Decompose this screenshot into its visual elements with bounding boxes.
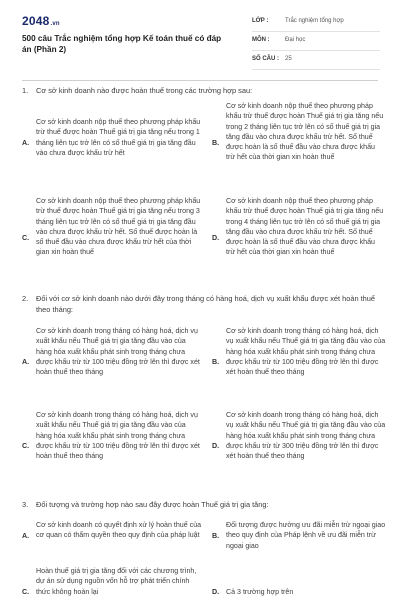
meta-subject-row — [252, 35, 380, 51]
q2-option-d[interactable] — [212, 410, 384, 486]
option-letter: A. — [22, 139, 30, 147]
q2-option-a[interactable] — [22, 326, 202, 402]
option-text: Cơ sở kinh doanh trong tháng có hàng hoá, dịch vụ xuất khẩu nếu Thuế giá trị gia tăng đầu vào của hàng hóa xuất khẩu phát sinh trong tháng chưa được khấu trừ từ 100 triệu đồng trở lên thì được xét hoàn thuế theo tháng — [36, 327, 200, 377]
question-number: 3. — [22, 500, 29, 509]
option-text: Cơ sở kinh doanh trong tháng có hàng hoá, dịch vụ xuất khẩu nếu Thuế giá trị gia tăng đầu vào của hàng hóa xuất khẩu phát sinh trong tháng chưa được khấu trừ từ 300 triệu đồng trở lên thì được xét hoàn thuế theo tháng — [226, 411, 386, 461]
q1-option-c[interactable] — [22, 196, 202, 282]
q2-option-c[interactable] — [22, 410, 202, 486]
q2-option-b[interactable] — [212, 326, 384, 402]
option-letter: A. — [22, 532, 30, 540]
option-text: Cơ sở kinh doanh nộp thuế theo phương pháp khấu trừ thuế được hoàn Thuế giá trị gia tăng nếu trong 1 tháng liên tục trở lên có số thuế giá trị gia tăng đầu vào chưa được khấu trừ hết — [36, 118, 201, 157]
meta-class-value: Trắc nghiệm tổng hợp — [285, 18, 344, 24]
q3-option-d[interactable] — [212, 587, 384, 599]
q3-option-a[interactable] — [22, 520, 202, 556]
question-text: Cơ sở kinh doanh nào được hoàn thuế trong các trường hợp sau: — [36, 86, 253, 95]
question-text: Đối tượng và trường hợp nào sau đây được hoàn Thuế giá trị gia tăng: — [36, 500, 269, 509]
meta-subject-label: MÔN : — [252, 37, 270, 43]
option-letter: D. — [212, 442, 220, 450]
option-letter: C. — [22, 442, 30, 450]
question-text: Đối với cơ sở kinh doanh nào dưới đây trong tháng có hàng hoá, dịch vụ xuất khẩu được xét hoàn thuế theo tháng: — [36, 294, 375, 314]
meta-count-row — [252, 54, 380, 70]
option-letter: B. — [212, 139, 220, 147]
meta-count-label: SỐ CÂU : — [252, 56, 279, 62]
site-logo[interactable]: 2048.vn — [22, 14, 60, 28]
option-text: Cơ sở kinh doanh nộp thuế theo phương pháp khấu trừ thuế được hoàn Thuế giá trị gia tăng nếu trong 2 tháng liên tục trở lên có số thuế giá trị gia tăng đầu vào chưa được khấu trừ hết. Số thuế được hoàn là số thuế đầu vào chưa được khấu trừ hết của thời gian xin hoàn thuế — [226, 102, 384, 162]
option-text: Cơ sở kinh doanh nộp thuế theo phương pháp khấu trừ thuế được hoàn Thuế giá trị gia tăng nếu trong 3 tháng liên tục trở lên có số thuế giá trị gia tăng đầu vào chưa được khấu trừ hết. Số thuế được hoàn là số thuế đầu vào chưa được khấu trừ hết của thời gian xin hoàn thuế — [36, 197, 201, 257]
option-text: Cả 3 trường hợp trên — [226, 588, 294, 596]
option-letter: D. — [212, 234, 220, 242]
option-text: Đối tượng được hưởng ưu đãi miễn trừ ngoại giao theo quy định của Pháp lệnh về ưu đãi miễn trừ ngoại giao — [226, 521, 386, 550]
option-text: Cơ sở kinh doanh nộp thuế theo phương pháp khấu trừ thuế được hoàn Thuế giá trị gia tăng nếu trong 4 tháng liên tục trở lên có số thuế giá trị gia tăng đầu vào chưa được khấu trừ hết. Số thuế được hoàn là số thuế đầu vào chưa được khấu trừ hết của thời gian xin hoàn thuế — [226, 197, 384, 257]
option-letter: B. — [212, 358, 220, 366]
header-divider — [22, 80, 378, 81]
option-letter: C. — [22, 588, 30, 596]
document-meta — [252, 16, 380, 73]
option-letter: B. — [212, 532, 220, 540]
meta-subject-value: Đại học — [285, 37, 306, 43]
question-number: 1. — [22, 86, 29, 95]
option-letter: D. — [212, 588, 220, 596]
q3-option-b[interactable] — [212, 520, 384, 556]
meta-count-value: 25 — [285, 56, 292, 62]
document-header — [0, 0, 400, 70]
q1-option-a[interactable] — [22, 117, 202, 181]
option-text: Cơ sở kinh doanh trong tháng có hàng hoá, dịch vụ xuất khẩu nếu Thuế giá trị gia tăng đầu vào của hàng hóa xuất khẩu phát sinh trong tháng chưa được khấu trừ từ 100 triệu đồng trở lên thì được xét hoàn thuế theo tháng — [226, 327, 386, 377]
option-text: Cơ sở kinh doanh có quyết định xử lý hoàn thuế của cơ quan có thẩm quyền theo quy định của pháp luật — [36, 521, 202, 540]
meta-class-row — [252, 16, 380, 32]
option-text: Hoàn thuế giá trị gia tăng đối với các chương trình, dự án sử dụng nguồn vốn hỗ trợ phát triển chính thức không hoàn lại — [36, 567, 197, 596]
option-text: Cơ sở kinh doanh trong tháng có hàng hoá, dịch vụ xuất khẩu nếu Thuế giá trị gia tăng đầu vào của hàng hóa xuất khẩu phát sinh trong tháng chưa được khấu trừ từ 100 triệu đồng trở lên thì được xét hoàn thuế theo tháng — [36, 411, 200, 461]
document-title: 500 câu Trắc nghiệm tổng hợp Kế toán thuế có đáp án (Phần 2) — [22, 34, 222, 54]
question-number: 2. — [22, 294, 29, 303]
q1-option-b[interactable] — [212, 101, 384, 187]
meta-class-label: LỚP : — [252, 18, 269, 24]
q1-option-d[interactable] — [212, 196, 384, 282]
option-letter: C. — [22, 234, 30, 242]
option-letter: A. — [22, 358, 30, 366]
q3-option-c[interactable] — [22, 566, 202, 598]
